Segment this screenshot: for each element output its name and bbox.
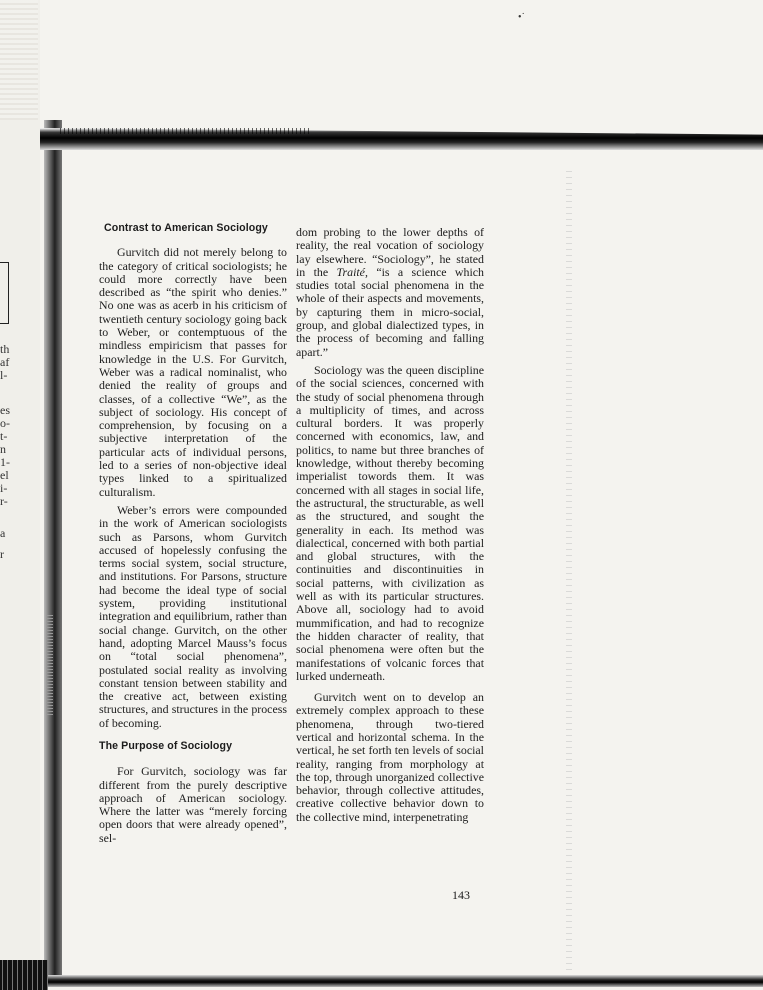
margin-fragment: n (0, 442, 6, 456)
page-number: 143 (452, 888, 470, 902)
paragraph-text: “is a science which studies total social phenomena in the whole of their aspects and movements, by capturing them in micro-social, group, and global dialectized types, in the process of becoming and falling apart.” (296, 264, 484, 359)
margin-fragment: r (0, 547, 4, 561)
margin-fragment: es (0, 403, 10, 417)
paragraph-text: dom probing to the lower depths of reality, the real vocation of sociology lay elsewhere. “Sociology”, he stated in the (296, 225, 484, 279)
paragraph (296, 226, 484, 359)
margin-fragment: 1- (0, 455, 10, 469)
margin-fragment: o- (0, 416, 10, 430)
margin-fragment: r- (0, 494, 8, 508)
scan-bottom-bar (0, 960, 48, 990)
margin-fragment: th (0, 342, 10, 356)
section-heading: The Purpose of Sociology (99, 739, 233, 752)
paragraph: Sociology was the queen discipline of the social sciences, concerned with the study of social phenomena through a multiplicity of times, and across cultural borders. It was properly concerned with economics, law, and politics, to name but three branches of knowledge, without thereby becoming imperialist towords them. It was concerned with all stages in social life, the astructural, the structurable, as well as the structured, and sought the generality in each. Its method was dialectical, concerned with both partial and global structures, with the continuities and discontinuities in social patterns, with civilization as well as with its particular structures. Above all, sociology had to avoid mummification, and had to recognize the hidden character of reality, that social phenomena were often but the manifestations of volcanic forces that lurked underneath. (296, 362, 484, 683)
page-gutter (44, 120, 62, 985)
section-heading: Contrast to American Sociology (104, 222, 268, 234)
book-title: Traité, (336, 264, 368, 279)
scan-margin-box (0, 262, 9, 324)
scan-speck: •˙ (518, 12, 525, 23)
margin-fragment: el (0, 468, 9, 482)
margin-fragment: a (0, 526, 6, 540)
right-column (296, 226, 484, 829)
page-right-edge (566, 170, 572, 970)
page-bottom-edge (40, 975, 763, 987)
margin-fragment: af (0, 355, 10, 369)
paragraph: Gurvitch went on to develop an extremely complex approach to these phenomena, through two-tiered vertical and horizontal schema. In the vertical, he set forth ten levels of social reality, ranging from morphology at the top, through unorganized collective behavior, through collective attitudes, creative collective behavior down to the collective mind, interpenetrating (296, 690, 484, 824)
gutter-marks (47, 615, 53, 715)
margin-fragment: l- (0, 368, 8, 382)
paragraph: For Gurvitch, sociology was far different from the purely descriptive approach of American sociology. Where the latter was “merely forcing open doors that were already opened”, sel- (99, 764, 287, 845)
margin-fragment: t- (0, 429, 8, 443)
page-top-scratch (60, 128, 310, 134)
margin-fragment: i- (0, 481, 8, 495)
paragraph: Gurvitch did not merely belong to the category of critical sociologists; he could more correctly have been described as “the spirit who denies.” No one was as acerb in his criticism of twentieth century sociology going back to Weber, or contemptuous of the mindless empiricism that passes for knowledge in the U.S. For Gurvitch, Weber was a radical nominalist, who denied the reality of groups and classes, of a collective “We”, as the subject of sociology. His concept of comprehension, by focusing on a subjective interpretation of the particular acts of individual persons, led to a series of non-objective ideal types linked to a spiritualized culturalism. (99, 245, 287, 499)
left-column (99, 222, 287, 850)
paragraph: Weber’s errors were compounded in the work of American sociologists such as Parsons, whom Gurvitch accused of hopelessly confusing the terms social system, social structure, and institutions. For Parsons, structure had become the ideal type of social system, providing institutional integration and equilibrium, rather than social change. Gurvitch, on the other hand, adopting Marcel Mauss’s focus on “total social phenomena”, postulated social reality as involving constant tension between stability and the creative act, between existing structures, and structures in the process of becoming. (99, 502, 287, 730)
